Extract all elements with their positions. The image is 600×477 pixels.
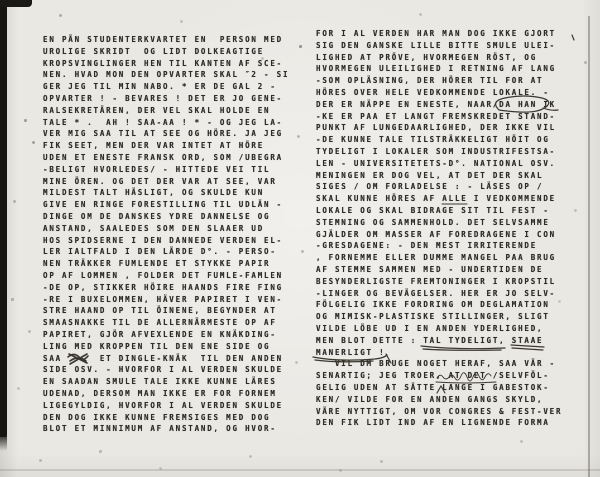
right-text-line-10: -DE KUNNE TALE TILSTRÄKKELIGT HÖIT OG [316, 135, 550, 145]
right-text-line-7: DER ER NÄPPE EN ENESTE, NAAR/DA HAN IK [316, 99, 556, 109]
right-text-line-15: SKAL KUNNE HÖRES AF ALLE I VEDKOMMENDE [316, 194, 556, 204]
right-text-line-4: HVORMEGEN ULEILIGHED I RETNING AF LANG [316, 64, 556, 74]
left-text-line-1: EN PÄN STUDENTERKVARTET EN PERSON MED [43, 35, 283, 44]
left-text-line-31: UDENAD, DERSOM MAN IKKE ER FOR FORNEM [43, 388, 277, 398]
left-text-line-5: GER JEG TIL MIN NABO. * ER DE GAL 2 - [43, 82, 277, 92]
right-text-line-9: PUNKT AF LUNGEDAARLIGHED, DER IKKE VIL [316, 123, 556, 133]
left-text-line-32: LIGEGYLDIG, HVORFOR I AL VERDEN SKULDE [43, 400, 283, 410]
right-text-line-20: , FORNEMME ELLER DUMME MANGEL PAA BRUG [316, 253, 556, 263]
left-text-line-2: UROLIGE SKRIDT OG LIDT DOLKEAGTIGE [43, 46, 265, 56]
scan-corner-top-left [0, 0, 32, 7]
right-text-line-21: AF STEMME SAMMEN MED - UNDERTIDEN DE [316, 264, 544, 274]
right-text-line-3: LIGHED AT PRÖVE, HVORMEGEN RÖST, OG [316, 52, 538, 62]
scan-edge-bottom [0, 469, 600, 471]
left-text-line-34: BLOT ET MINNIMUM AF ANSTAND, OG HVOR- [43, 424, 277, 434]
right-text-line-8: -KE ER PAA ET LANGT FREMSKREDET STAND- [316, 111, 556, 121]
scan-edge-left-fade [0, 433, 7, 451]
left-text-line-12: -BELIGT HVORLEDES/ - HITTEDE VEI TIL [43, 164, 271, 174]
right-text-line-33: VÄRE NYTTIGT, OM VOR CONGRES & FEST-VER [316, 406, 563, 416]
right-text-line-25: OG MIMISK-PLASTISKE STILLINGER, SLIGT [316, 312, 550, 322]
left-text-line-33: DEN DOG IKKE KUNNE FREMSIGES MED DOG [43, 412, 271, 422]
right-text-line-24: FÖLGELIG IKKE FORDRING OM DEGLAMATION [316, 300, 550, 310]
right-text-line-19: -GRESDAGENE: - DEN MEST IRRITERENDE [316, 241, 538, 251]
right-text-line-32: KEN/ VILDE FOR EN ANDEN GANGS SKYLD, [316, 394, 544, 404]
right-text-line-11: TYDELIGT I LOKALER SOM INDUSTRIFESTSA- [316, 146, 556, 156]
right-text-line-13: MENINGEN ER DOG VEL, AT DET DER SKAL [316, 170, 544, 180]
left-text-line-19: LER IALTFALD I DEN LÄRDE D°. - PERSO- [43, 247, 277, 257]
right-text-line-34: DEN FIK LIDT IND AF EN LIGNENDE FORMA [316, 418, 550, 428]
left-text-line-17: ANSTAND, SAALEDES SOM DEN SLAAER UD [43, 223, 265, 233]
left-text-line-25: SMAASNAKKE TIL DE ALLERNÄRMESTE OP AF [43, 318, 277, 328]
scan-edge-right [588, 16, 590, 477]
left-text-line-30: EN SAADAN SMULE TALE IKKE KUNNE LÄRES [43, 377, 277, 387]
right-text-line-29: VIL DM BRUGE NOGET HERAF, SAA VÄR - [316, 359, 556, 369]
left-text-line-24: STRE HAAND OP TIL ÖINENE, BEGYNDER AT [43, 306, 277, 316]
right-text-line-30: SENARTIG; JEG TROER, AT DET /SELVFÖL- [316, 371, 550, 381]
left-text-line-11: UDEN ET ENESTE FRANSK ORD, SOM /UBEGRA [43, 152, 283, 162]
left-page-text-column [43, 34, 289, 435]
right-text-line-28: MANERLIGT ! [316, 347, 386, 357]
left-text-line-3: KROPSVINGLINGER HEN TIL KANTEN AF SCE- [43, 58, 283, 68]
left-text-line-16: DINGE OM DE DANSKES YDRE DANNELSE OG [43, 211, 271, 221]
right-text-line-1: FOR I AL VERDEN HAR MAN DOG IKKE GJORT [316, 29, 556, 38]
right-text-line-2: SIG DEN GANSKE LILLE BITTE SMULE ULEI- [316, 40, 556, 50]
left-text-line-7: RALSEKRETÄREN, DER VEL SKAL HOLDE EN [43, 105, 271, 115]
left-text-line-13: MINE ÖREN. OG DET DER VAR AT SEE, VAR [43, 176, 277, 186]
left-text-line-8: TALE * . AH ! SAA-AA ! * - OG JEG LA- [43, 117, 283, 127]
left-text-line-21: OP AF LOMMEN , FOLDER DET FUMLE-FAMLEN [43, 270, 283, 280]
right-text-line-14: SIGES / OM FORLADELSE : - LÄSES OP / [316, 182, 544, 192]
left-text-line-26: PAPIRET, GJÖR AFVEXLENDE EN KNÄKDING- [43, 329, 277, 339]
left-text-line-4: NEN. HVAD MON DEN OPVARTER SKAL ″2 - SI [43, 70, 290, 80]
right-page-text-column [316, 28, 562, 429]
left-text-line-18: HOS SPIDSERNE I DEN DANNEDE VERDEN EL- [43, 235, 283, 245]
right-text-line-12: LEN - UNIVERSITETETS-D°. NATIONAL OSV. [316, 158, 556, 168]
right-text-line-5: -SOM OPLÄSNING, DER HÖRER TIL FOR AT [316, 76, 544, 86]
left-text-line-9: VER MIG SAA TIL AT SEE OG HÖRE. JA JEG [43, 129, 283, 139]
right-text-line-17: STEMNING OG SAMMENHOLD. DET SELVSAMME [316, 217, 550, 227]
scan-speckles [0, 0, 1, 1]
scan-edge-left [0, 0, 7, 437]
left-text-line-22: -DE OP, STIKKER HÖIRE HAANDS FIRE FING [43, 282, 283, 292]
right-text-line-18: GJÄLDER OM MASSER AF FOREDRAGENE I CON [316, 229, 556, 239]
stray-pen-mark [572, 35, 574, 40]
left-text-line-14: MILDEST TALT HÄSLIGT, OG SKULDE KUN [43, 188, 265, 198]
right-text-line-31: GELIG UDEN AT SÄTTE LANGE I GABESTOK- [316, 382, 550, 392]
left-text-line-28: SAA ET DINGLE-KNÄK TIL DEN ANDEN [43, 353, 283, 363]
left-text-line-27: LING MED KROPPEN TIL DEN ENE SIDE OG [43, 341, 271, 351]
left-text-line-23: -RE I BUXELOMMEN, HÄVER PAPIRET I VEN- [43, 294, 283, 304]
left-text-line-15: GIVE EN RINGE FORESTILLING TIL UDLÄN - [43, 200, 283, 210]
left-text-line-10: FIK SEET, MEN DER VAR INTET AT HÖRE [43, 141, 265, 151]
right-text-line-16: LOKALE OG SKAL BIDRAGE SIT TIL FEST - [316, 205, 550, 215]
right-text-line-23: -LINGER OG BEVÄGELSER. HER ER JO SELV- [316, 288, 556, 298]
left-text-line-29: SIDE OSV. - HVORFOR I AL VERDEN SKULDE [43, 365, 283, 375]
right-text-line-22: BESYNDERLIGSTE FREMTONINGER I KROPSTIL [316, 276, 556, 286]
right-text-line-27: MEN BLOT DETTE : TAL TYDELIGT, STAAE [316, 335, 544, 345]
left-text-line-6: OPVARTER ! - BEVARES ! DET ER JO GENE- [43, 93, 283, 103]
right-text-line-6: HÖRES OVER HELE VEDKOMMENDE LOKALE. - [316, 87, 550, 97]
right-text-line-26: VILDE LÖBE UD I EN ANDEN YDERLIGHED, [316, 323, 544, 333]
left-text-line-20: NEN TRÄKKER FUMLENDE ET STYKKE PAPIR [43, 259, 271, 269]
